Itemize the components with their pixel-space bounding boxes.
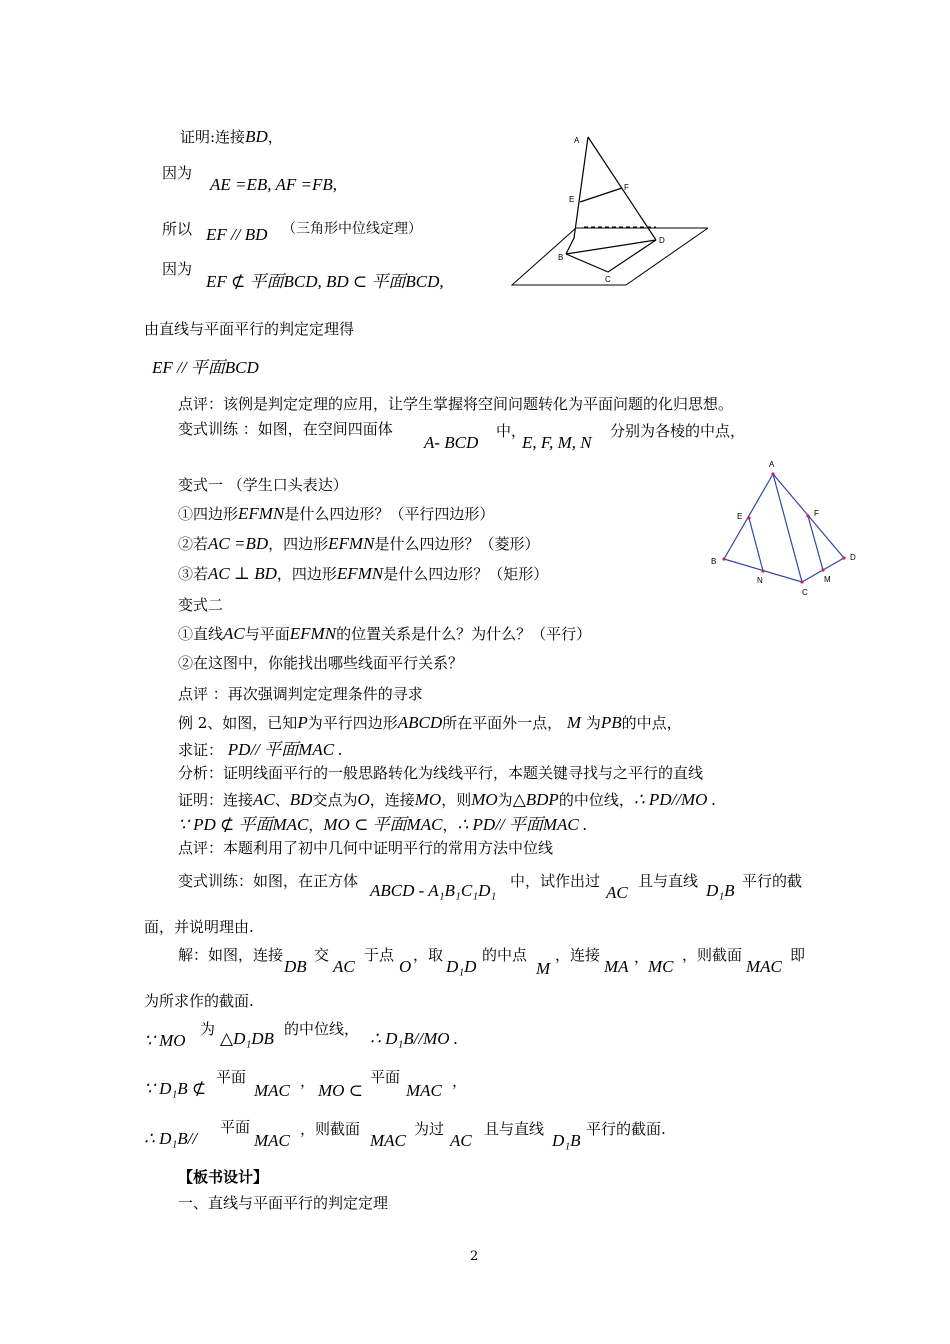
sol-g: ，: [634, 948, 650, 966]
l3-c: 为过: [414, 1120, 445, 1138]
example2-prove: 求证： PD// 平面MAC .: [178, 740, 343, 759]
l3-m2: MAC: [254, 1131, 290, 1150]
sol-m6: MA: [604, 957, 629, 976]
edge-ab-lower: [566, 238, 574, 254]
proof1-line4-label: 因为: [162, 260, 193, 278]
proof1-line3-note: （三角形中位线定理）: [282, 221, 422, 237]
variant-training-1-math1: A- BCD: [424, 433, 479, 452]
example2-comment: 点评：本题利用了初中几何中证明平行的常用方法中位线: [178, 839, 554, 857]
label-f: F: [624, 183, 629, 192]
sol-j: 为所求作的截面.: [144, 992, 254, 1010]
vt2-c: 且与直线: [638, 872, 699, 890]
l1-a: 为: [200, 1020, 216, 1038]
l3-e: 平行的截面.: [586, 1120, 666, 1138]
label-c: C: [802, 588, 808, 597]
sol-m1: DB: [284, 957, 307, 976]
l1-m3: ∴ D₁B//MO .: [370, 1029, 459, 1048]
label-f: F: [814, 509, 819, 518]
vt2-m3: D₁B: [706, 881, 735, 900]
proof1-line2-label: 因为: [162, 164, 193, 182]
vt2-d: 平行的截: [742, 872, 803, 890]
proof1-line3-math: EF // BD: [206, 225, 268, 244]
variant1-q3: ③若AC ⊥ BD，四边形EFMN是什么四边形？（矩形）: [178, 564, 549, 583]
label-d: D: [850, 553, 856, 562]
proof1-line3-label: 所以: [162, 220, 193, 238]
page-number: 2: [470, 1249, 479, 1264]
example2-proof-line1: 证明：连接AC、BD交点为O，连接MO，则MO为△BDP的中位线，∴ PD//MO .: [178, 790, 716, 809]
board-title: 【板书设计】: [178, 1168, 269, 1186]
label-n: N: [757, 576, 763, 585]
variant1-q1: ①四边形EFMN是什么四边形？（平行四边形）: [178, 504, 495, 523]
sol-i: 即: [790, 946, 806, 964]
label-a: A: [769, 460, 775, 469]
proof1-line1: 证明:连接BD，: [180, 127, 283, 146]
sol-b: 交: [314, 946, 330, 964]
vt2-e: 面，并说明理由.: [144, 918, 254, 936]
proof1-conclusion-text: 由直线与平面平行的判定定理得: [144, 320, 355, 338]
label-b: B: [558, 253, 564, 262]
l3-a: 平面: [220, 1118, 251, 1136]
comment-1: 点评：该例是判定定理的应用，让学生掌握将空间问题转化为平面问题的化归思想。: [178, 395, 734, 413]
label-c: C: [605, 275, 611, 284]
label-a: A: [574, 136, 580, 145]
edge-bc: [566, 254, 608, 272]
variant-training-1-mid: 中，: [496, 422, 527, 440]
sol-f: ，连接: [555, 946, 601, 964]
l3-b: ，则截面: [300, 1120, 361, 1138]
sol-m8: MAC: [746, 957, 782, 976]
label-d: D: [659, 236, 665, 245]
vt2-b: 中，试作出过: [510, 872, 601, 890]
vt2-m1: ABCD - A₁B₁C₁D₁: [370, 881, 497, 900]
l2-d: ，: [452, 1072, 468, 1090]
variant1-q2: ②若AC =BD，四边形EFMN是什么四边形？（菱形）: [178, 534, 540, 553]
comment-2: 点评 ：再次强调判定定理条件的寻求: [178, 685, 423, 703]
l1-m1: ∵ MO: [144, 1031, 186, 1050]
example2-statement: 例 2、如图，已知P为平行四边形ABCD所在平面外一点， M 为PB的中点，: [178, 713, 682, 732]
figure-plane-tetrahedron: [508, 130, 708, 290]
sol-e: 的中点: [482, 946, 528, 964]
variant-training-1-end: 分别为各棱的中点，: [610, 422, 746, 440]
edge-bd: [566, 240, 656, 254]
variant-training-1-label: 变式训练 ：如图，在空间四面体: [178, 420, 393, 438]
variant2-title: 变式二: [178, 596, 224, 614]
proof1-conclusion-math: EF // 平面BCD: [152, 358, 259, 377]
sol-d: ，取: [413, 946, 444, 964]
proof1-line2-math: AE =EB, AF =FB,: [210, 175, 337, 194]
example2-analysis: 分析：证明线面平行的一般思路转化为线线平行，本题关键寻找与之平行的直线: [178, 764, 704, 782]
sol-m3: O: [399, 957, 412, 976]
l1-b: 的中位线，: [284, 1020, 360, 1038]
vt2-a: 变式训练：如图，在正方体: [178, 872, 359, 890]
figure-tetrahedron: [706, 456, 866, 602]
sol-m2: AC: [333, 957, 355, 976]
sol-m7: MC: [648, 957, 674, 976]
l2-c: 平面: [370, 1068, 401, 1086]
variant1-title: 变式一 （学生口头表达）: [178, 476, 348, 494]
l1-m2: △D₁DB: [220, 1029, 274, 1048]
l3-d: 且与直线: [484, 1120, 545, 1138]
label-m: M: [824, 575, 831, 584]
l3-m3: MAC: [370, 1131, 406, 1150]
edge-ac: [773, 474, 802, 582]
sol-a: 解：如图，连接: [178, 946, 284, 964]
l2-b: ，: [300, 1072, 316, 1090]
l2-m4: MAC: [406, 1081, 442, 1100]
variant-training-1-math2: E, F, M, N: [522, 433, 592, 452]
l3-m1: ∴ D₁B//: [144, 1129, 198, 1148]
sol-c: 于点: [364, 946, 395, 964]
variant2-q1: ①直线AC与平面EFMN的位置关系是什么？为什么？（平行）: [178, 624, 592, 643]
l2-m1: ∵ D₁B ⊄: [144, 1079, 207, 1098]
segment-en: [749, 518, 763, 571]
proof1-line4-math: EF ⊄ 平面BCD, BD ⊂ 平面BCD,: [206, 272, 444, 291]
l2-m3: MO ⊂: [318, 1081, 363, 1100]
sol-m5: M: [536, 959, 551, 978]
l2-m2: MAC: [254, 1081, 290, 1100]
sol-m4: D₁D: [446, 957, 477, 976]
l2-a: 平面: [216, 1068, 247, 1086]
edge-cd: [608, 240, 656, 272]
l3-m4: AC: [450, 1131, 472, 1150]
sol-h: ，则截面: [682, 946, 743, 964]
edge-ab: [574, 137, 588, 238]
label-b: B: [711, 557, 717, 566]
label-e: E: [569, 195, 575, 204]
l3-m5: D₁B: [552, 1131, 581, 1150]
board-item-1: 一、直线与平面平行的判定定理: [178, 1194, 389, 1212]
example2-proof-line2: ∵ PD ⊄ 平面MAC，MO ⊂ 平面MAC，∴ PD// 平面MAC .: [178, 815, 588, 834]
segment-ef: [580, 188, 622, 202]
vt2-m2: AC: [606, 883, 628, 902]
variant2-q2: ②在这图中，你能找出哪些线面平行关系？: [178, 654, 464, 672]
label-e: E: [737, 512, 743, 521]
